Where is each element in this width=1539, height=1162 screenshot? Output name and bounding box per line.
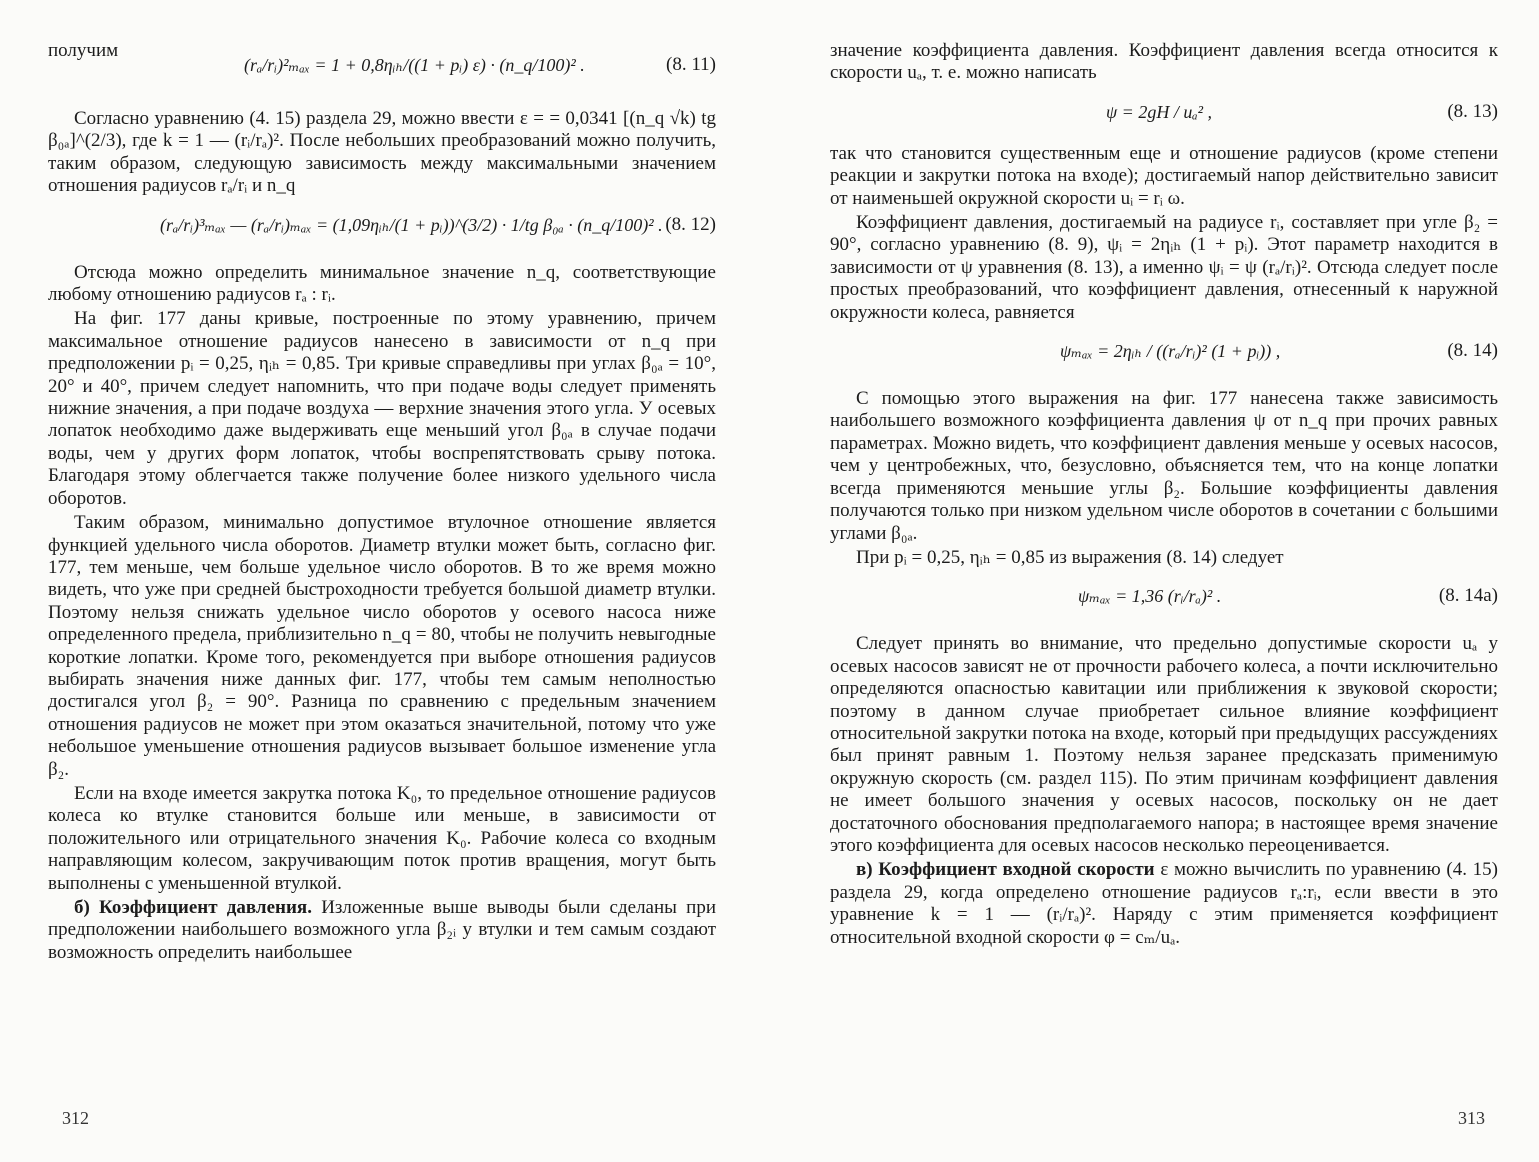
paragraph: При pᵢ = 0,25, ηᵢₕ = 0,85 из выражения (8. 14) следует — [856, 546, 1284, 568]
page-number-left: 312 — [62, 1108, 89, 1128]
right-page — [830, 40, 1498, 951]
lead-word: получим — [48, 40, 119, 61]
equation-formula: ψₘₐₓ = 1,36 (rᵢ/rₐ)² . — [1078, 586, 1222, 607]
paragraph: Таким образом, минимально допустимое втулочное отношение является функцией удельного числа оборотов. Диаметр втулки может быть, согласно фиг. 177, тем меньше, чем больше удельное число оборотов. В то же время можно видеть, что уже при средней быстроходности требуется большой диаметр втулки. Поэтому нельзя снижать удельное число оборотов у осевого насоса ниже определенного предела, приблизительно n_q = 80, чтобы не получить невыгодные короткие лопатки. Кроме того, рекомендуется при выборе отношения радиусов выбирать значения ниже данных фиг. 177, чтобы тем самым неполностью достигался угол β₂ = 90°. Разница по сравнению с предельным значением отношения радиусов не может при этом оказаться значительной, потому что уже небольшое уменьшение отношения радиусов вызывает большое изменение угла β₂. — [48, 512, 716, 780]
equation-8-12 — [48, 200, 716, 256]
equation-formula: ψₘₐₓ = 2ηᵢₕ / ((rₐ/rᵢ)² (1 + pᵢ)) , — [1060, 341, 1281, 362]
equation-formula: (rₐ/rᵢ)³ₘₐₓ — (rₐ/rᵢ)ₘₐₓ = (1,09ηᵢₕ/(1 + pᵢ))^(3/2) · 1/tg β₀ₐ · (n_q/100)² . — [160, 214, 663, 235]
equation-number: (8. 14) — [1447, 340, 1498, 362]
equation-formula: ψ = 2gH / uₐ² , — [1106, 101, 1212, 122]
paragraph — [48, 897, 716, 964]
equation-8-14a — [830, 571, 1498, 627]
equation-number: (8. 11) — [666, 54, 716, 75]
equation-number: (8. 12) — [665, 213, 716, 235]
equation-number: (8. 14а) — [1438, 585, 1498, 607]
equation-8-13 — [830, 87, 1498, 143]
equation-8-14 — [830, 326, 1498, 382]
section-heading: в) Коэффициент входной скорости — [856, 859, 1155, 881]
paragraph: Отсюда можно определить минимальное значение n_q, соответствующие любому отношению радиусов rₐ : rᵢ. — [48, 261, 716, 306]
paragraph: Если на входе имеется закрутка потока K₀, то предельное отношение радиусов колеса ко втулке становится больше или меньше, в зависимости от положительного или отрицательного значения K₀. Рабочие колеса со входным направляющим колесом, закручивающим поток против вращения, могут быть выполнены с уменьшенной втулкой. — [48, 782, 716, 894]
paragraph: С помощью этого выражения на фиг. 177 нанесена также зависимость наибольшего возможного коэффициента давления ψ от n_q при прочих равных параметрах. Можно видеть, что коэффициент давления меньше у осевых насосов, чем у центробежных, что, безусловно, объясняется тем, что на конце лопатки всегда применяются меньшие углы β₂. Большие коэффициенты давления получаются только при низком удельном числе оборотов в сочетании с большими углами β₀ₐ. — [830, 388, 1498, 544]
paragraph: Согласно уравнению (4. 15) раздела 29, можно ввести ε = = 0,0341 [(n_q √k) tg β₀ₐ]^(2/3), где k = 1 — (rᵢ/rₐ)². После небольших преобразований можно получить, таким образом, следующую зависимость между максимальными значением отношения радиусов rₐ/rᵢ и n_q — [48, 108, 716, 197]
left-page — [48, 40, 716, 966]
equation-8-11 — [48, 40, 716, 96]
paragraph: так что становится существенным еще и отношение радиусов (кроме степени реакции и закрутки потока на входе); достигаемый напор действительно зависит от наименьшей окружной скорости uᵢ = rᵢ ω. — [830, 142, 1498, 209]
paragraph-text: Изложенные выше выводы были сделаны при предположении наибольшего возможного угла β₂ᵢ у втулки и тем самым создают возможность определить наибольшее — [48, 897, 716, 963]
equation-number: (8. 13) — [1447, 100, 1498, 122]
equation-formula: (rₐ/rᵢ)²ₘₐₓ = 1 + 0,8ηᵢₕ/((1 + pᵢ) ε) · (n_q/100)² . — [244, 55, 585, 75]
page-number-right: 313 — [1458, 1108, 1485, 1128]
paragraph: На фиг. 177 даны кривые, построенные по этому уравнению, причем максимальное отношение радиусов нанесено в зависимости от n_q при предположении pᵢ = 0,25, ηᵢₕ = 0,85. Три кривые справедливы при углах β₀ₐ = 10°, 20° и 40°, причем следует напомнить, что при подаче воды следует применять нижние значения, а при подаче воздуха — верхние значения этого угла. У осевых лопаток необходимо даже выдерживать еще меньший угол β₀ₐ в случае подачи воды, чем у других форм лопаток, чтобы воспрепятствовать срыву потока. Благодаря этому облегчается также получение более низкого удельного числа оборотов. — [48, 308, 716, 509]
paragraph-text: ε можно вычислить по уравнению (4. 15) раздела 29, когда определено отношение радиусов rₐ:rᵢ, если ввести в это уравнение k = 1 — (rᵢ/rₐ)². Наряду с этим применяется коэффициент относительной входной скорости φ = cₘ/uₐ. — [830, 859, 1498, 948]
paragraph — [830, 859, 1498, 949]
paragraph: Коэффициент давления, достигаемый на радиусе rᵢ, составляет при угле β₂ = 90°, согласно уравнению (8. 9), ψᵢ = 2ηᵢₕ (1 + pᵢ). Этот параметр находится в зависимости от ψ уравнения (8. 13), а именно ψᵢ = ψ (rₐ/rᵢ)². Отсюда следует после простых преобразований, что коэффициент давления, отнесенный к наружной окружности колеса, равняется — [830, 212, 1498, 323]
paragraph: Следует принять во внимание, что предельно допустимые скорости uₐ у осевых насосов зависят не от прочности рабочего колеса, а почти исключительно определяются опасностью кавитации или приближения к звуковой скорости; поэтому в данном случае приобретает сильное влияние коэффициент относительной закрутки потока на входе, который при предыдущих рассуждениях был принят равным 1. Поэтому нельзя заранее предсказать применимую окружную скорость (см. раздел 115). По этим причинам коэффициент давления не имеет большого значения у осевых насосов, поскольку он не дает достаточного обоснования предполагаемого напора; в настоящее время значение этого коэффициента для осевых насосов несколько переоценивается. — [830, 633, 1498, 856]
paragraph: значение коэффициента давления. Коэффициент давления всегда относится к скорости uₐ, т. е. можно написать — [830, 40, 1498, 84]
section-heading: б) Коэффициент давления. — [74, 897, 312, 918]
